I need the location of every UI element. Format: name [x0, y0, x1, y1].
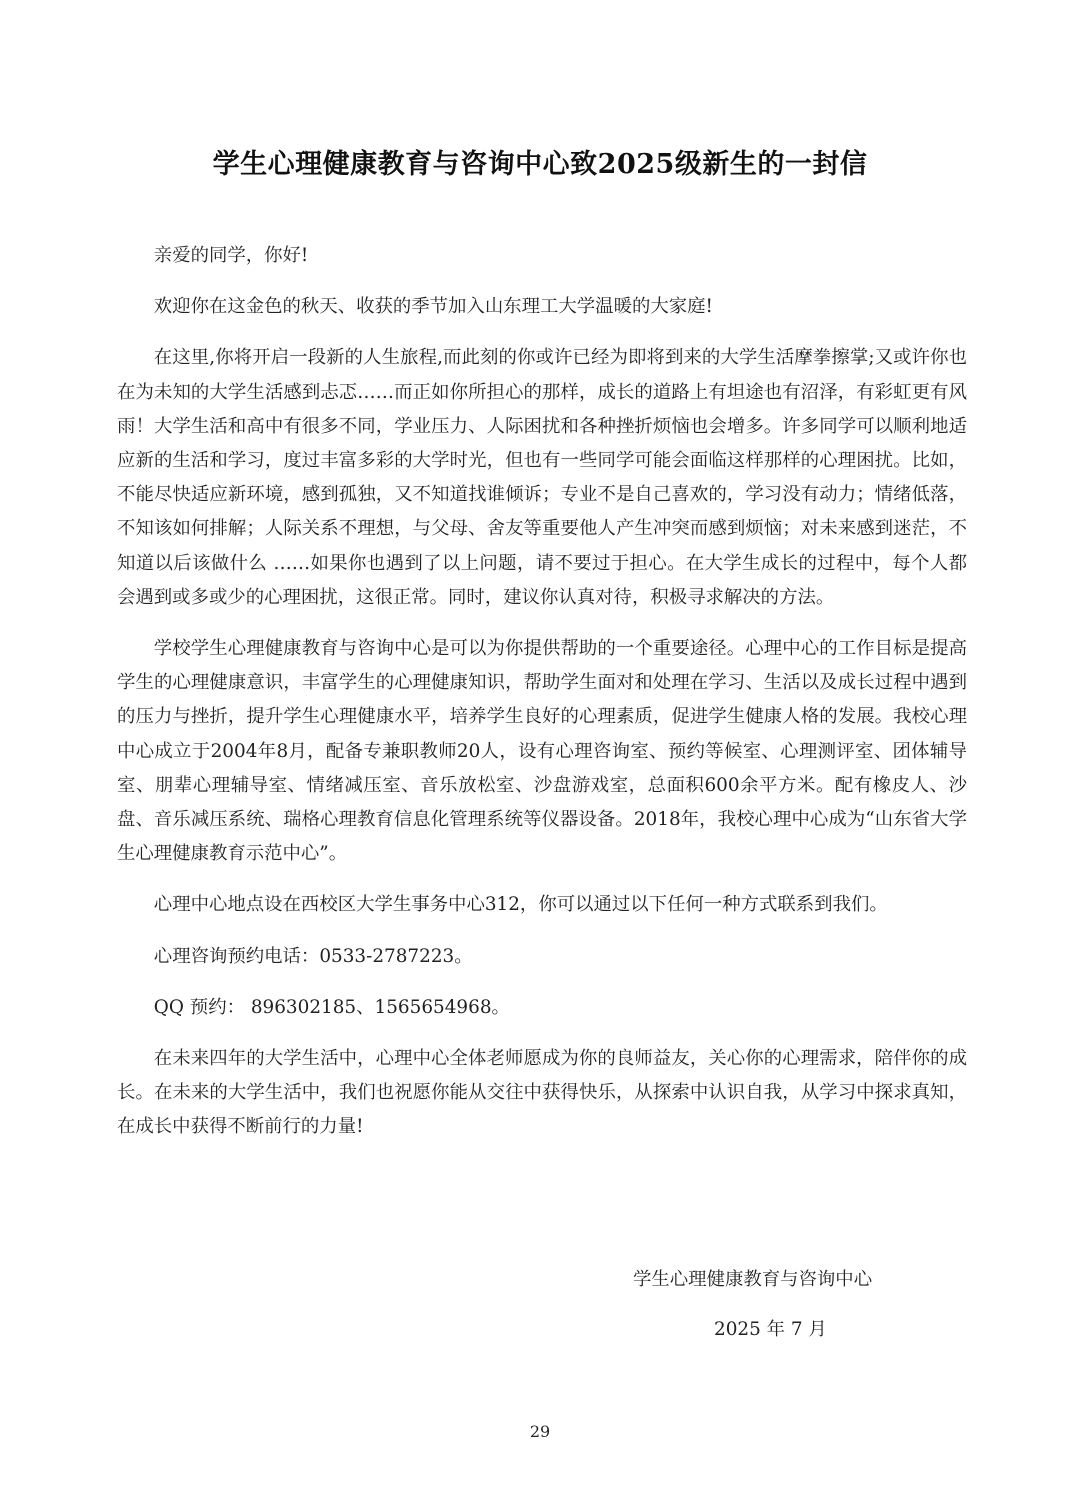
- greeting: 亲爱的同学，你好!: [153, 245, 309, 266]
- qq-contact: QQ 预约： 896302185、1565654968。: [153, 996, 510, 1018]
- page-number: 29: [529, 1422, 551, 1441]
- letter-date: 2025 年 7 月: [714, 1319, 827, 1340]
- signature: 学生心理健康教育与咨询中心: [633, 1269, 873, 1290]
- center-intro-paragraph: 学校学生心理健康教育与咨询中心是可以为你提供帮助的一个重要途径。心理中心的工作目标是提高学生的心理健康意识，丰富学生的心理健康知识，帮助学生面对和处理在学习、生活以及成长过程中遇到的压力与挫折，提升学生心理健康水平，培养学生良好的心理素质，促进学生健康人格的发展。我校心理中心成立于2004年8月，配备专兼职教师20人，设有心理咨询室、预约等候室、心理测评室、团体辅导室、朋辈心理辅导室、情绪减压室、音乐放松室、沙盘游戏室，总面积600余平方米。配有橡皮人、沙盘、音乐减压系统、瑞格心理教育信息化管理系统等仪器设备。2018年，我校心理中心成为“山东省大学生心理健康教育示范中心”。: [117, 638, 967, 865]
- welcome-paragraph: 欢迎你在这金色的秋天、收获的季节加入山东理工大学温暖的大家庭!: [153, 296, 713, 318]
- location-paragraph: 心理中心地点设在西校区大学生事务中心312，你可以通过以下任何一种方式联系到我们。: [153, 894, 888, 916]
- challenges-paragraph: 在这里,你将开启一段新的人生旅程,而此刻的你或许已经为即将到来的大学生活摩拳擦掌;又或许你也在为未知的大学生活感到忐忑……而正如你所担心的那样，成长的道路上有坦途也有沼泽，有彩虹更有风雨！大学生活和高中有很多不同，学业压力、人际困扰和各种挫折烦恼也会增多。许多同学可以顺利地适应新的生活和学习，度过丰富多彩的大学时光，但也有一些同学可能会面临这样那样的心理困扰。比如，不能尽快适应新环境，感到孤独，又不知道找谁倾诉；专业不是自己喜欢的，学习没有动力；情绪低落，不知该如何排解；人际关系不理想，与父母、舍友等重要他人产生冲突而感到烦恼；对未来感到迷茫，不知道以后该做什么 ……如果你也遇到了以上问题，请不要过于担心。在大学生成长的过程中，每个人都会遇到或多或少的心理困扰，这很正常。同时，建议你认真对待，积极寻求解决的方法。: [117, 347, 967, 608]
- letter-body: [117, 239, 967, 1162]
- phone-contact: 心理咨询预约电话：0533-2787223。: [153, 945, 473, 967]
- letter-title: 学生心理健康教育与咨询中心致2025级新生的一封信: [212, 149, 868, 180]
- closing-paragraph: 在未来四年的大学生活中，心理中心全体老师愿成为你的良师益友，关心你的心理需求，陪伴你的成长。在未来的大学生活中，我们也祝愿你能从交往中获得快乐，从探索中认识自我，从学习中探求真知，在成长中获得不断前行的力量!: [117, 1048, 967, 1138]
